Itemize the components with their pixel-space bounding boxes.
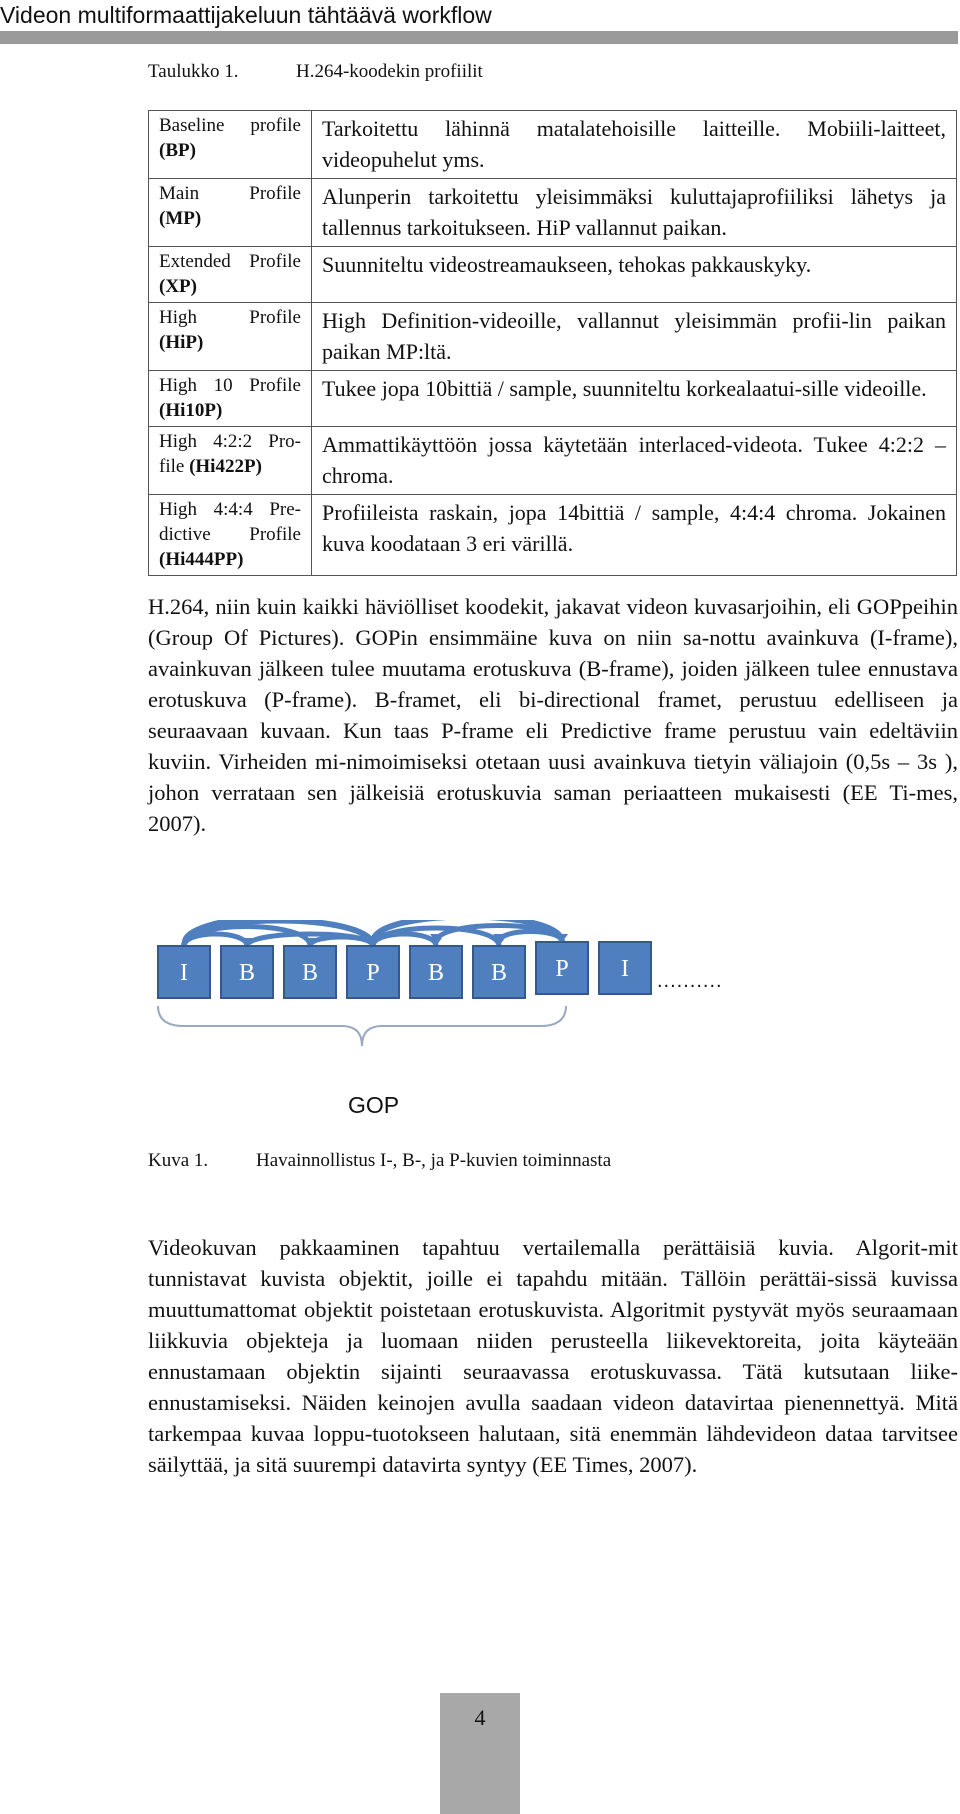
frame-box [347, 946, 399, 998]
figure-caption [148, 1149, 848, 1175]
frame-label: B [490, 960, 508, 986]
frame-label: B [427, 960, 445, 986]
frame-box [599, 942, 651, 994]
profile-abbreviation: (HiP) [159, 332, 204, 353]
profile-description: High Definition-videoille, vallannut yleisimmän profii-lin paikan paikan MP:ltä. [312, 303, 957, 371]
profile-name-cell [149, 179, 312, 247]
profile-name: Extended Profile [159, 251, 301, 272]
frame-label: B [301, 960, 319, 986]
frame-box [536, 942, 588, 994]
profile-description: Tukee jopa 10bittiä / sample, suunniteltu korkealaatui-sille videoille. [312, 371, 957, 427]
profile-abbreviation: (Hi422P) [189, 456, 262, 477]
gop-label: GOP [348, 1092, 400, 1118]
profile-row [149, 247, 957, 303]
profiles-table [148, 110, 957, 576]
profile-description: Profiileista raskain, jopa 14bittiä / sample, 4:4:4 chroma. Jokainen kuva koodataan 3 eri värillä. [312, 495, 957, 576]
paragraph-compression: Videokuvan pakkaaminen tapahtuu vertailemalla perättäisiä kuvia. Algorit-mit tunnistavat kuvista objektit, joille ei tapahdu mitään. Tällöin perättäi-sissä kuvissa muuttumattomat objektit poistetaan erotuskuvista. Algoritmit pystyvät myös seuraamaan liikkuvia objekteja ja luomaan niiden perusteella liikevektoreita, joita käyteään ennustamaan objektin sijainti seuraavassa erotuskuvassa. Tätä kutsutaan liike-ennustamiseksi. Näiden keinojen avulla saadaan videon datavirtaa pienennettyä. Mitä tarkempaa kuvaa loppu-tuotokseen halutaan, sitä enemmän lähdevideon dataa tarvitsee säilyttää, ja sitä suurempi datavirta syntyy (EE Times, 2007). [148, 1235, 958, 1477]
profile-row [149, 371, 957, 427]
profile-row [149, 427, 957, 495]
frame-label: I [180, 960, 188, 986]
profile-abbreviation: (Hi10P) [159, 400, 223, 421]
reference-arrow [499, 932, 562, 943]
profile-name: Main Profile [159, 183, 301, 204]
reference-arrow [310, 937, 373, 946]
profile-abbreviation: (XP) [159, 276, 197, 297]
frame-box [473, 946, 525, 998]
profile-description: Tarkoitettu lähinnä matalatehoisille laitteille. Mobiili-laitteet, videopuhelut yms. [312, 111, 957, 179]
header-rule [0, 31, 958, 44]
profile-description: Alunperin tarkoitettu yleisimmäksi kuluttajaprofiiliksi lähetys ja tallennus tarkoitukseen. HiP vallannut paikan. [312, 179, 957, 247]
profile-name: Baseline profile [159, 115, 301, 136]
table-caption [148, 60, 748, 86]
paragraph-gop-description: H.264, niin kuin kaikki häviölliset koodekit, jakavat videon kuvasarjoihin, eli GOPpeihin (Group Of Pictures). GOPin ensimmäine kuva on niin sa-nottu avainkuva (I-frame), avainkuvan jälkeen tulee muutama erotuskuva (B-frame), joiden jälkeen tulee ennustava erotuskuva (P-frame). B-framet, eli bi-directional framet, perustuu edelliseen ja seuraavaan kuvaan. Kun taas P-frame eli Predictive frame perustuu vain edeltäviin kuviin. Virheiden mi-nimoimiseksi otetaan uusi avainkuva tietyin väliajoin (0,5s – 3s ), johon verrataan sen jälkeisiä erotuskuvia saman periaatteen mukaisesti (EE Ti-mes, 2007). [148, 594, 958, 836]
profile-row [149, 303, 957, 371]
document-header-title: Videon multiformaattijakeluun tähtäävä workflow [0, 2, 492, 28]
frame-label: I [621, 956, 629, 982]
profile-name: High 10 Profile [159, 375, 301, 396]
profile-name-cell [149, 495, 312, 576]
profile-description: Suunniteltu videostreamaukseen, tehokas pakkauskyky. [312, 247, 957, 303]
profile-name: High 4:2:2 Pro-file [159, 431, 301, 477]
profile-abbreviation: (Hi444PP) [159, 549, 244, 570]
figure-caption-label: Kuva 1. [148, 1150, 209, 1171]
profile-name-cell [149, 247, 312, 303]
profile-name-cell [149, 111, 312, 179]
profile-name: High Profile [159, 307, 301, 328]
profile-name-cell [149, 303, 312, 371]
frame-sequence-ellipsis: .......... [657, 970, 723, 992]
profile-row [149, 111, 957, 179]
profile-row [149, 495, 957, 576]
table-caption-label: Taulukko 1. [148, 61, 239, 82]
frame-box [221, 946, 273, 998]
frame-box [158, 946, 210, 998]
profile-row [149, 179, 957, 247]
gop-brace [158, 1006, 566, 1046]
frame-label: P [366, 960, 380, 986]
profile-name-cell [149, 371, 312, 427]
profile-abbreviation: (MP) [159, 208, 202, 229]
page-footer [440, 1693, 520, 1814]
page-number: 4 [474, 1705, 486, 1730]
profile-abbreviation: (BP) [159, 140, 196, 161]
profile-name: High 4:4:4 Pre-dictive Profile [159, 499, 301, 545]
profile-name-cell [149, 427, 312, 495]
gop-diagram [150, 920, 790, 1120]
profile-description: Ammattikäyttöön jossa käytetään interlaced-videota. Tukee 4:2:2 –chroma. [312, 427, 957, 495]
figure-caption-text: Havainnollistus I-, B-, ja P-kuvien toiminnasta [256, 1150, 612, 1171]
table-caption-text: H.264-koodekin profiilit [296, 61, 483, 82]
frame-box [410, 946, 462, 998]
frame-label: B [238, 960, 256, 986]
frame-label: P [555, 956, 569, 982]
frame-box [284, 946, 336, 998]
